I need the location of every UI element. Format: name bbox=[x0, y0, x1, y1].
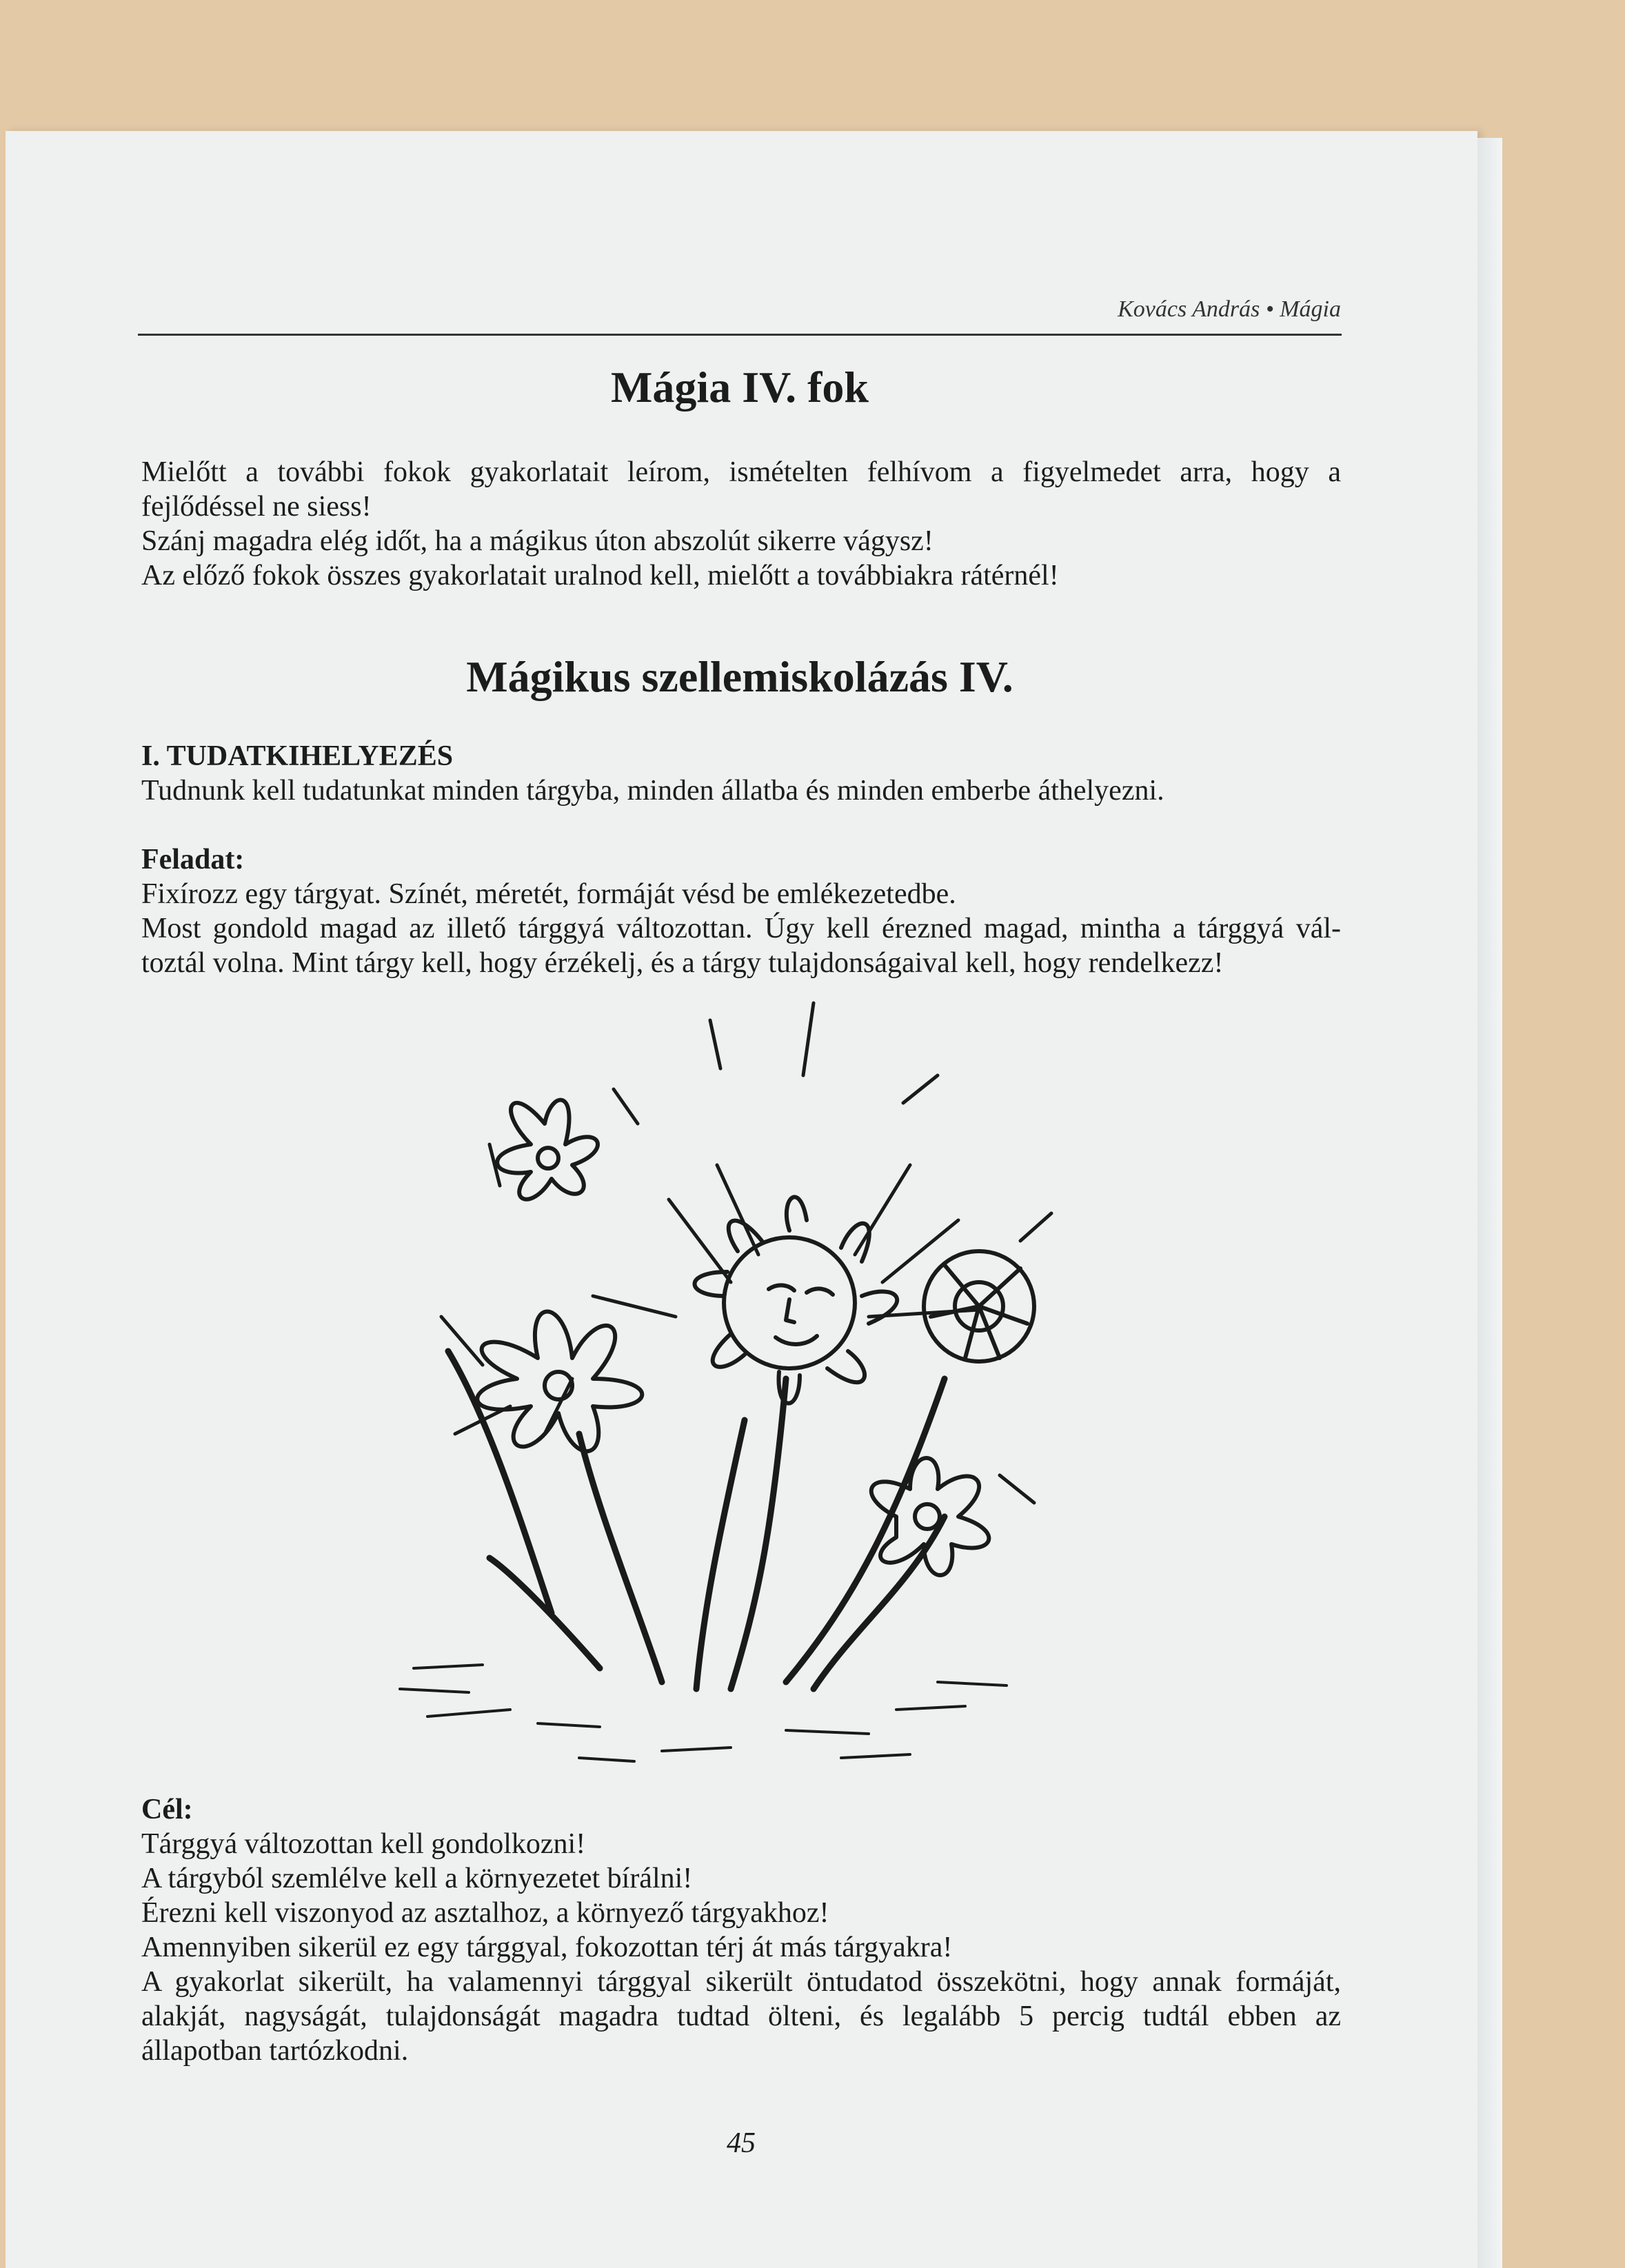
goal-line: Tárggyá változottan kell gondolkozni! bbox=[141, 1828, 586, 1860]
section-title: Mágikus szellemiskolázás IV. bbox=[466, 652, 1013, 701]
goal-line: Amennyiben sikerül ez egy tárggyal, fokozottan térj át más tárgyakra! bbox=[141, 1932, 953, 1963]
goal-section bbox=[141, 1792, 1341, 2068]
task-label: Feladat: bbox=[141, 844, 245, 875]
page-number: 45 bbox=[727, 2127, 756, 2159]
goal-line: A tárgyból szemlélve kell a környezetet bírálni! bbox=[141, 1863, 693, 1894]
page-edge bbox=[1477, 138, 1502, 2268]
goal-line: állapotban tartózkodni. bbox=[141, 2035, 409, 2067]
intro-line: fejlődéssel ne siess! bbox=[141, 491, 372, 523]
intro-line: Szánj magadra elég időt, ha a mágikus úton abszolút sikerre vágysz! bbox=[141, 525, 933, 557]
goal-line: alakját, nagyságát, tulajdonságát magadra tudtad ölteni, és legalább 5 percig tudtál ebben az bbox=[141, 2001, 1341, 2032]
intro-line: Az előző fokok összes gyakorlatait uralnod kell, mielőtt a továbbiakra rátérnél! bbox=[141, 560, 1059, 591]
goal-line: A gyakorlat sikerült, ha valamennyi tárggyal sikerült öntudatod összekötni, hogy annak formáját, bbox=[141, 1966, 1341, 1998]
intro-line: Mielőtt a további fokok gyakorlatait leírom, ismételten felhívom a figyelmedet arra, hogy a bbox=[141, 456, 1341, 488]
task-line: Most gondold magad az illető tárggyá változottan. Úgy kell érezned magad, mintha a tárggyá vál- bbox=[141, 913, 1341, 944]
task-line: toztál volna. Mint tárgy kell, hogy érzékelj, és a tárgy tulajdonságaival kell, hogy rendelkezz! bbox=[141, 947, 1224, 979]
subheading-text: Tudnunk kell tudatunkat minden tárgyba, minden állatba és minden emberbe áthelyezni. bbox=[141, 775, 1164, 807]
intro-paragraph bbox=[141, 455, 1341, 593]
running-head: Kovács András • Mágia bbox=[1118, 296, 1341, 322]
header-rule bbox=[138, 334, 1342, 336]
flowers-with-sun-face-drawing-icon bbox=[372, 993, 1151, 1792]
task-line: Fixírozz egy tárgyat. Színét, méretét, formáját vésd be emlékezetedbe. bbox=[141, 878, 956, 910]
subheading: I. TUDATKIHELYEZÉS bbox=[141, 740, 454, 772]
goal-line: Érezni kell viszonyod az asztalhoz, a környező tárgyakhoz! bbox=[141, 1897, 829, 1929]
section-body bbox=[141, 739, 1341, 980]
goal-label: Cél: bbox=[141, 1794, 193, 1825]
chapter-title: Mágia IV. fok bbox=[611, 363, 869, 412]
